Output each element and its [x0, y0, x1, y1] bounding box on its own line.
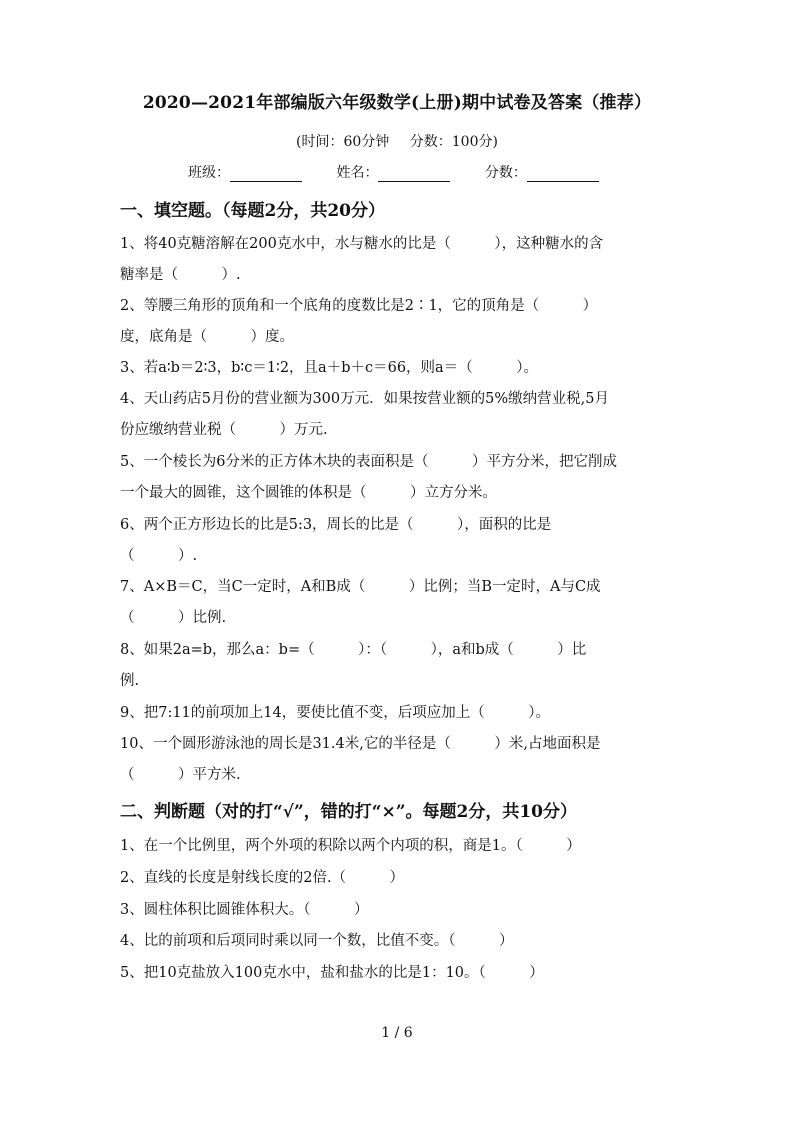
question-line: 5、一个棱长为6分米的正方体木块的表面积是（ ）平方分米，把它削成 — [120, 454, 617, 470]
judge-question-2 — [120, 863, 680, 894]
question-line: 10、一个圆形游泳池的周长是31.4米,它的半径是（ ）米,占地面积是 — [120, 736, 601, 752]
question-line: 4、比的前项和后项同时乘以同一个数，比值不变。（ ） — [120, 933, 514, 949]
fill-question-6 — [120, 510, 680, 572]
section-1-heading: 一、填空题。（每题2分，共20分） — [120, 201, 385, 221]
class-blank — [230, 167, 302, 182]
name-label: 姓名： — [336, 165, 379, 181]
fill-question-1 — [120, 229, 680, 291]
question-line: （ ）比例. — [120, 610, 227, 626]
fill-question-9 — [120, 698, 680, 729]
exam-total-score: 分数：100分) — [409, 134, 498, 150]
question-line: 3、圆柱体积比圆锥体积大。（ ） — [120, 902, 369, 918]
fill-question-7 — [120, 572, 680, 634]
question-line: 2、直线的长度是射线长度的2倍.（ ） — [120, 870, 405, 886]
question-line: 8、如果2a=b，那么a：b=（ ）：（ ），a和b成（ ）比 — [120, 642, 587, 658]
page-number: 1 / 6 — [381, 1025, 413, 1041]
question-line: （ ）. — [120, 548, 198, 564]
judge-question-5 — [120, 958, 680, 989]
fill-question-8 — [120, 635, 680, 697]
fill-question-3 — [120, 353, 680, 384]
score-blank — [527, 167, 599, 182]
exam-time: (时间：60分钟 — [296, 134, 390, 150]
judge-question-4 — [120, 926, 680, 957]
student-info — [188, 162, 629, 182]
question-line: 6、两个正方形边长的比是5:3，周长的比是（ ），面积的比是 — [120, 517, 552, 533]
name-field — [336, 162, 450, 182]
class-label: 班级： — [188, 165, 230, 181]
judge-question-1 — [120, 831, 680, 862]
score-label: 分数： — [484, 165, 527, 181]
question-line: 糖率是（ ）. — [120, 267, 241, 283]
fill-question-2 — [120, 291, 680, 353]
question-line: 度，底角是（ ）度。 — [120, 329, 294, 345]
question-line: 例. — [120, 673, 140, 689]
question-line: 4、天山药店5月份的营业额为300万元．如果按营业额的5%缴纳营业税,5月 — [120, 391, 609, 407]
class-field — [188, 162, 302, 182]
fill-question-4 — [120, 384, 680, 446]
question-line: 1、在一个比例里，两个外项的积除以两个内项的积，商是1。（ ） — [120, 838, 581, 854]
question-line: 3、若a∶b＝2∶3，b∶c＝1∶2，且a＋b＋c＝66，则a＝（ ）。 — [120, 360, 538, 376]
question-line: 份应缴纳营业税（ ）万元. — [120, 422, 328, 438]
fill-question-5 — [120, 447, 680, 509]
question-line: 7、A×B＝C，当C一定时，A和B成（ ）比例；当B一定时，A与C成 — [120, 579, 601, 595]
question-line: 9、把7:11的前项加上14，要使比值不变，后项应加上（ ）。 — [120, 705, 550, 721]
page-title: 2020—2021年部编版六年级数学(上册)期中试卷及答案（推荐） — [142, 93, 652, 113]
question-line: 1、将40克糖溶解在200克水中，水与糖水的比是（ ），这种糖水的含 — [120, 236, 604, 252]
question-line: 一个最大的圆锥，这个圆锥的体积是（ ）立方分米。 — [120, 485, 497, 501]
section-2-heading: 二、判断题（对的打“√”，错的打“×”。每题2分，共10分） — [120, 802, 578, 822]
question-line: 5、把10克盐放入100克水中，盐和盐水的比是1：10。（ ） — [120, 965, 544, 981]
question-line: 2、等腰三角形的顶角和一个底角的度数比是2∶1，它的顶角是（ ） — [120, 298, 598, 314]
question-line: （ ）平方米. — [120, 767, 241, 783]
judge-question-3 — [120, 895, 680, 926]
name-blank — [378, 167, 450, 182]
exam-meta — [0, 131, 794, 151]
fill-question-10 — [120, 729, 680, 791]
score-field — [485, 162, 599, 182]
